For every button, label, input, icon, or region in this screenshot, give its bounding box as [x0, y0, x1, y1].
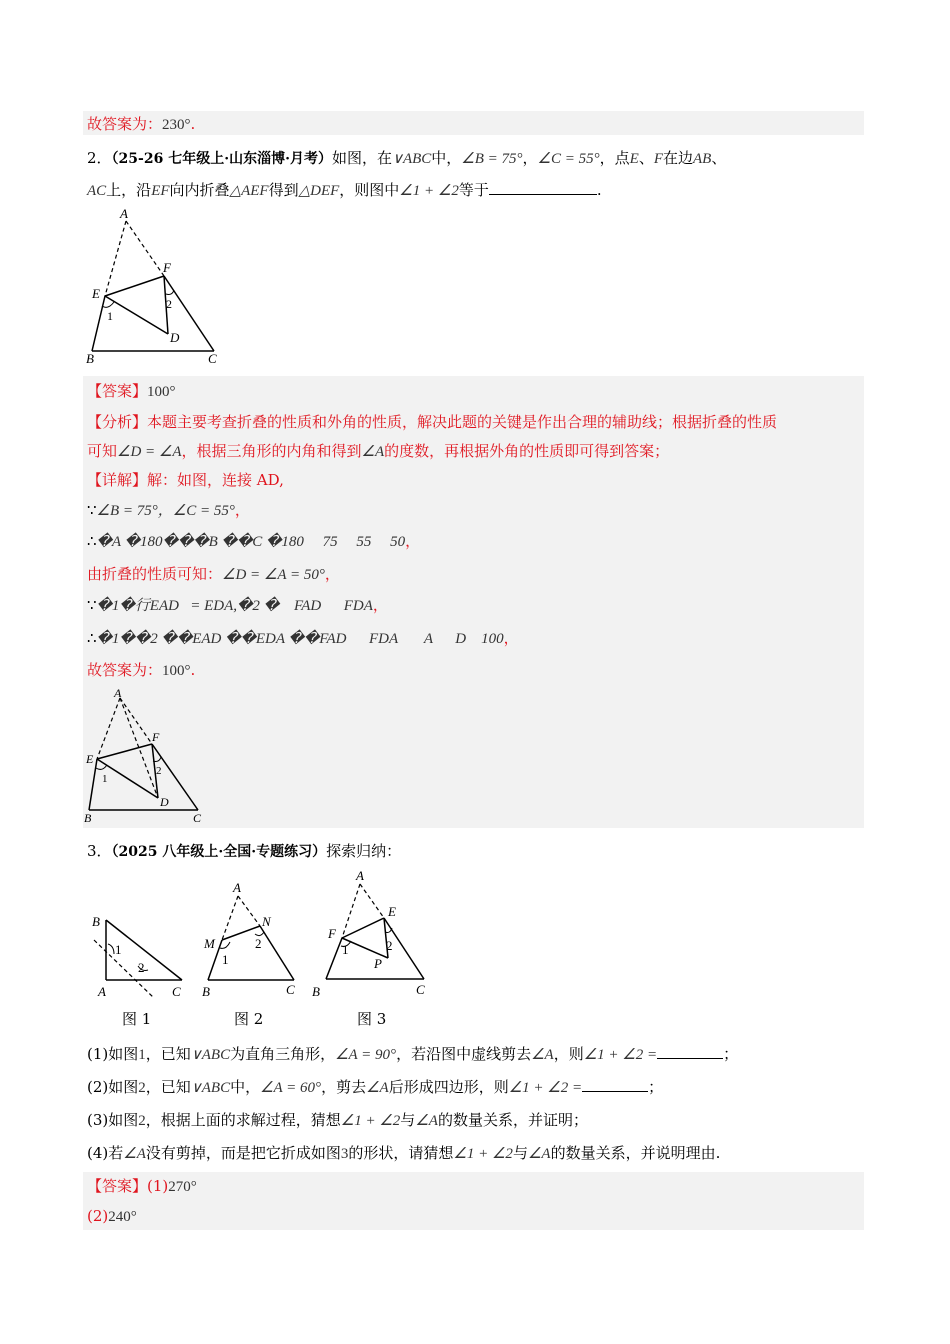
q2-math: EF	[151, 183, 170, 199]
q3-text: ，若沿图中虚线剪去	[396, 1045, 532, 1063]
fig3-line-ae-dashed	[360, 884, 384, 918]
fig3-caption: 图 3	[357, 1010, 387, 1028]
q2-text: 、	[711, 149, 727, 167]
top-answer-block	[83, 111, 864, 135]
q2-text: 得到	[268, 181, 299, 199]
q3-text: ；	[723, 1045, 739, 1063]
q2-analysis-line-2	[87, 441, 669, 462]
q2-math: ∠C = 55°	[537, 151, 600, 167]
sol-label-c: C	[193, 811, 202, 825]
q3-text: ；	[648, 1078, 664, 1096]
q2-math: F	[653, 151, 663, 167]
q2-math: △AEF	[229, 183, 269, 199]
q2-label-e: E	[92, 286, 100, 301]
q3-text: 与	[400, 1111, 416, 1129]
q2-math: �A �180���B ��C �180 75 55 50	[96, 534, 406, 550]
q2-math: AC	[87, 183, 107, 199]
q3-answer-tag: 【答案】	[87, 1177, 148, 1195]
fig3-label-a: A	[356, 868, 364, 883]
q2-answer-line	[87, 381, 176, 402]
q3-text: 后形成四边形，则	[388, 1078, 509, 1096]
q3-text: 的数量关系，并说明理由.	[550, 1144, 721, 1162]
fig1-caption: 图 1	[122, 1010, 152, 1028]
fig1-label-2: 2	[138, 960, 145, 975]
q2-answer-blank	[489, 180, 597, 195]
q3-math: ∠1 + ∠2 =	[508, 1080, 583, 1096]
q2-math: ∨ABC	[391, 151, 432, 167]
q2-label-b: B	[86, 351, 94, 366]
q3-number: 3．	[87, 842, 112, 860]
q3-line-1	[87, 841, 401, 862]
sol-label-b: B	[84, 811, 92, 825]
q2-punct: .	[190, 661, 196, 679]
q3-part-2	[87, 1077, 663, 1098]
q2-text: 故答案为：	[87, 661, 163, 679]
q2-solution-figure	[80, 686, 220, 826]
fig1-label-a: A	[98, 984, 106, 999]
fig2-label-2: 2	[255, 936, 262, 951]
sol-label-a: A	[114, 686, 122, 700]
fig1-label-c: C	[172, 984, 181, 999]
q3-math: 1	[138, 1047, 146, 1063]
q2-label-2: 2	[166, 297, 172, 311]
q3-text: (1)如图	[87, 1045, 139, 1063]
q2-text: ，	[522, 149, 538, 167]
sol-line-eb	[89, 759, 97, 810]
q2-text: 中，	[431, 149, 462, 167]
fig2-caption: 图 2	[234, 1010, 264, 1028]
fig3-label-c: C	[416, 982, 425, 997]
q3-answer-value: 240°	[108, 1209, 137, 1225]
q2-text: 、	[638, 149, 654, 167]
fig2-label-1: 1	[222, 952, 229, 967]
q3-math: ∠A = 60°	[260, 1080, 322, 1096]
q3-part-1-blank	[657, 1044, 723, 1059]
q2-line-eb	[92, 296, 105, 351]
q2-label-a: A	[120, 206, 128, 221]
q2-math: ∠1 + ∠2	[399, 183, 459, 199]
q2-punct: ，	[372, 596, 388, 614]
q2-math: 100°	[162, 663, 191, 679]
q2-detail-line	[87, 470, 284, 490]
q3-text: 中，	[230, 1078, 261, 1096]
q2-symbol: ∵	[87, 501, 97, 519]
q2-analysis-text: 的度数，再根据外角的性质即可得到答案；	[384, 442, 670, 460]
q3-math: 2	[138, 1113, 146, 1129]
q3-figure-1	[86, 908, 196, 1003]
q2-source: （25-26 七年级上·山东淄博·月考）	[111, 151, 332, 167]
top-answer-line	[87, 114, 195, 135]
q3-text: ，剪去	[321, 1078, 367, 1096]
q3-math: 2	[138, 1080, 146, 1096]
q3-part-2-blank	[582, 1077, 648, 1092]
top-answer-label: 故答案为：	[87, 115, 163, 133]
fig3-label-1: 1	[342, 942, 349, 957]
fig2-line-nc	[260, 926, 294, 980]
q2-figure	[80, 206, 230, 366]
fig2-label-a: A	[233, 880, 241, 895]
q2-answer-tag: 【答案】	[87, 382, 148, 400]
q3-text: ，已知	[145, 1078, 191, 1096]
q3-text: ，已知	[145, 1045, 191, 1063]
q2-line-ae-dashed	[105, 221, 126, 296]
sol-line-ae-dashed	[97, 698, 120, 759]
q2-math: �1��2 ��EAD ��EDA ��FAD FDA A D 100	[96, 631, 504, 647]
q2-punct: ，	[503, 629, 519, 647]
sol-label-f: F	[152, 730, 160, 744]
q2-math: ∠B = 75°	[461, 151, 523, 167]
q2-final-answer	[87, 660, 195, 681]
q2-label-d: D	[170, 330, 180, 345]
q2-line-2	[87, 180, 602, 201]
q2-math: ∠B = 75°，∠C = 55°	[96, 503, 235, 519]
q2-number: 2．	[87, 149, 112, 167]
q3-answer-1	[87, 1176, 197, 1197]
fig1-label-b: B	[92, 914, 100, 929]
top-answer-value: 230°	[162, 117, 191, 133]
sol-line-ef	[97, 744, 152, 759]
q2-math: �1�行EAD = EDA,�2 � FAD FDA	[96, 598, 373, 614]
q3-text: (3)如图	[87, 1111, 139, 1129]
q3-text: 的形状，请猜想	[348, 1144, 454, 1162]
fig3-label-e: E	[388, 904, 396, 919]
q2-label-f: F	[163, 260, 171, 275]
q2-analysis-text: ，根据三角形的内角和得到	[181, 442, 362, 460]
q2-text: 在边	[663, 149, 694, 167]
q2-step-1	[87, 500, 250, 521]
q3-title: 探索归纳：	[326, 842, 402, 860]
q2-symbol: ∴	[87, 532, 97, 550]
q2-analysis-text: 本题主要考查折叠的性质和外角的性质，解决此题的关键是作出合理的辅助线；根据折叠的性质	[147, 413, 778, 431]
q2-math: AB	[693, 151, 712, 167]
q2-step-5	[87, 628, 519, 649]
fig3-label-2: 2	[386, 938, 393, 953]
q2-symbol: ∵	[87, 596, 97, 614]
q2-line-1	[87, 148, 726, 169]
q2-step-4	[87, 595, 388, 616]
q3-text: ，则	[553, 1045, 584, 1063]
fig3-label-f: F	[328, 926, 336, 941]
q3-math: ∠1 + ∠2	[340, 1113, 401, 1129]
q3-figure-3	[308, 866, 436, 1001]
fig2-label-n: N	[262, 914, 271, 929]
q2-text: 等于	[458, 181, 489, 199]
q3-math: ∠1 + ∠2 =	[583, 1047, 658, 1063]
q2-step-2	[87, 531, 420, 552]
q2-symbol: ∴	[87, 629, 97, 647]
fig1-angle-1-arc	[108, 944, 114, 954]
q3-part-3	[87, 1110, 588, 1131]
q3-math: ∠A	[366, 1080, 389, 1096]
q2-line-af-dashed	[126, 221, 164, 276]
q3-math: ∨ABC	[190, 1080, 231, 1096]
q2-punct: ，	[405, 532, 421, 550]
q3-text: 为直角三角形，	[230, 1045, 336, 1063]
fig3-label-p: P	[374, 956, 382, 971]
q2-label-c: C	[208, 351, 217, 366]
q3-math: 3	[340, 1146, 349, 1162]
q2-label-1: 1	[107, 309, 113, 323]
q2-math: △DEF	[298, 183, 340, 199]
sol-label-d: D	[160, 795, 169, 809]
q3-answer-block	[83, 1172, 864, 1230]
q2-text: ，则图中	[339, 181, 400, 199]
q2-punct: ，	[324, 565, 340, 583]
q2-math: ∠A	[361, 444, 385, 460]
q2-text: 如图，在	[331, 149, 392, 167]
fig1-label-1: 1	[115, 942, 122, 957]
q2-analysis-tag: 【分析】	[87, 413, 148, 431]
q2-step-3	[87, 564, 340, 585]
q2-detail-tag: 【详解】	[87, 471, 148, 489]
q3-text: 与	[512, 1144, 528, 1162]
sol-label-2: 2	[156, 765, 162, 777]
sol-label-1: 1	[102, 773, 108, 785]
q3-answer-index: (1)	[147, 1177, 169, 1195]
q2-text: 向内折叠	[169, 181, 230, 199]
q3-text: 的数量关系，并证明；	[437, 1111, 588, 1129]
q3-answer-2	[87, 1206, 137, 1227]
q3-part-4	[87, 1143, 720, 1164]
fig3-label-b: B	[312, 984, 320, 999]
sol-angle-1-arc	[96, 765, 107, 769]
q2-math: ∠D = ∠A	[117, 444, 182, 460]
q3-text: ，根据上面的求解过程，猜想	[145, 1111, 341, 1129]
q2-analysis-line-1	[87, 412, 777, 432]
sol-label-e: E	[86, 752, 94, 766]
q3-math: ∠A	[415, 1113, 438, 1129]
q2-analysis-text: 可知	[87, 442, 118, 460]
sol-line-fc	[152, 744, 198, 810]
q3-math: ∠A = 90°	[335, 1047, 397, 1063]
q3-math: ∨ABC	[190, 1047, 231, 1063]
fig3-line-fb	[326, 938, 342, 979]
q2-math: ∠D = ∠A = 50°	[222, 567, 325, 583]
fig2-label-b: B	[202, 984, 210, 999]
q3-math: ∠A	[531, 1047, 554, 1063]
q3-text: (2)如图	[87, 1078, 139, 1096]
q2-detail-text: 解：如图，连接 AD,	[147, 471, 284, 489]
q2-line-ef	[105, 276, 164, 296]
sol-line-af-dashed	[120, 698, 152, 744]
q3-part-1	[87, 1044, 738, 1065]
q2-text: 上，沿	[106, 181, 152, 199]
q2-math: E	[629, 151, 639, 167]
q2-angle-2-arc	[166, 290, 174, 295]
fig3-line-fp	[342, 938, 388, 958]
q3-math: ∠A	[527, 1146, 551, 1162]
top-answer-end: .	[190, 115, 196, 133]
q3-math: ∠A	[123, 1146, 146, 1162]
q3-answer-value: 270°	[168, 1179, 197, 1195]
q3-math: ∠1 + ∠2	[453, 1146, 513, 1162]
q2-answer-value: 100°	[147, 384, 176, 400]
q2-text: 由折叠的性质可知：	[87, 565, 223, 583]
q3-figure-2	[200, 876, 310, 1001]
q3-text: (4)若	[87, 1144, 124, 1162]
q2-text: .	[596, 181, 602, 199]
fig2-label-m: M	[204, 936, 215, 951]
fig2-line-an-dashed	[238, 896, 260, 926]
q3-text: 没有剪掉，而是把它折成如图	[145, 1144, 341, 1162]
q2-punct: ，	[234, 501, 250, 519]
fig3-line-fe	[342, 918, 384, 938]
fig2-label-c: C	[286, 982, 295, 997]
q3-source: （2025 八年级上·全国·专题练习）	[111, 844, 327, 860]
q2-line-ed	[105, 296, 168, 334]
fig2-line-am-dashed	[222, 896, 238, 940]
q2-text: ，点	[599, 149, 630, 167]
q3-answer-index: (2)	[87, 1207, 109, 1225]
